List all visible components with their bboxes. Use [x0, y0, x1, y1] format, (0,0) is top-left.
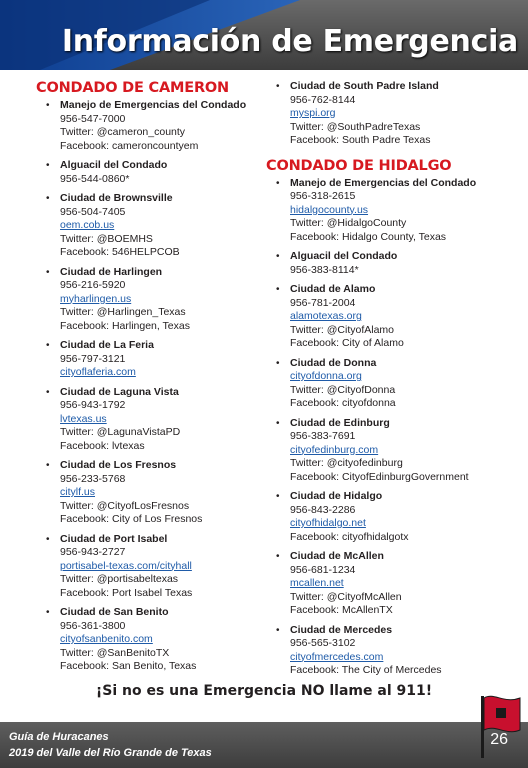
- website-link[interactable]: mcallen.net: [290, 577, 344, 589]
- contact-social: Twitter: @BOEMHS: [60, 232, 153, 245]
- contact-name: • Ciudad de Laguna Vista: [60, 385, 179, 398]
- website-link[interactable]: oem.cob.us: [60, 219, 115, 231]
- county-title-hidalgo: CONDADO DE HIDALGO: [266, 157, 452, 174]
- contact-detail: 956-504-7405: [60, 205, 126, 218]
- contact-name: • Ciudad de Hidalgo: [290, 490, 383, 502]
- contact-detail: Facebook: cameroncountyem: [60, 139, 199, 152]
- south-padre-contact: [266, 80, 524, 148]
- contact-detail: 956-361-3800: [60, 619, 126, 632]
- contact-social: Facebook: cityofhidalgotx: [290, 530, 409, 543]
- contact-social: Facebook: cityofdonna: [290, 397, 396, 409]
- contact-social: Twitter: @CityofMcAllen: [290, 590, 402, 603]
- contact-name: • Alguacil del Condado: [60, 159, 168, 171]
- contact-detail: 956-943-2727: [60, 546, 126, 558]
- contact-social: Twitter: @CityofLosFresnos: [60, 499, 190, 512]
- website-link[interactable]: myspi.org: [290, 107, 336, 119]
- cameron-contact-list: [36, 99, 268, 674]
- website-link[interactable]: cityofedinburg.com: [290, 443, 379, 456]
- contact-name: • Ciudad de McAllen: [290, 550, 384, 562]
- contact-name: • Ciudad de San Benito: [60, 606, 169, 618]
- contact-detail: 956-781-2004: [290, 296, 356, 309]
- contact-entry-ciudad-de-alamo: [266, 283, 524, 351]
- contact-name: • Ciudad de Donna: [290, 356, 377, 369]
- contact-entry-ciudad-de-donna: [266, 357, 524, 411]
- website-link[interactable]: myharlingen.us: [60, 292, 132, 305]
- contact-detail: 956-233-5768: [60, 472, 126, 485]
- contact-name: • Ciudad de Harlingen: [60, 265, 163, 278]
- contact-social: Twitter: @CityofDonna: [290, 383, 396, 396]
- guide-title-line2: 2019 del Valle del Río Grande de Texas: [9, 747, 212, 759]
- contact-social: Facebook: CityofEdinburgGovernment: [290, 470, 469, 483]
- contact-entry-alguacil-del-condado: [266, 250, 524, 277]
- contact-entry-ciudad-de-brownsville: [36, 192, 268, 260]
- contact-detail: 956-383-8114*: [290, 263, 359, 276]
- contact-detail: Twitter: @cameron_county: [60, 126, 186, 138]
- right-column: [266, 80, 524, 684]
- contact-social: Twitter: @SanBenitoTX: [60, 646, 170, 659]
- contact-detail: 956-544-0860*: [60, 172, 130, 185]
- contact-social: Facebook: Port Isabel Texas: [60, 586, 193, 599]
- contact-detail: 956-843-2286: [290, 503, 356, 516]
- contact-name: • Alguacil del Condado: [290, 250, 398, 262]
- contact-entry-ciudad-de-mercedes: [266, 624, 524, 678]
- website-link[interactable]: hidalgocounty.us: [290, 203, 369, 216]
- contact-name: • Ciudad de South Padre Island: [290, 80, 439, 92]
- contact-social: Facebook: lvtexas: [60, 439, 145, 452]
- contact-name: • Ciudad de Mercedes: [290, 623, 393, 636]
- contact-entry-manejo-de-emergencias-del-condado: [266, 177, 524, 245]
- contact-name: • Manejo de Emergencias del Condado: [290, 176, 477, 189]
- contact-social: Facebook: City of Los Fresnos: [60, 513, 203, 525]
- contact-detail: 956-383-7691: [290, 430, 356, 442]
- contact-social: Twitter: @LagunaVistaPD: [60, 426, 181, 438]
- contact-social: Twitter: @Harlingen_Texas: [60, 306, 186, 318]
- contact-entry-ciudad-de-edinburg: [266, 417, 524, 485]
- contact-entry-ciudad-de-harlingen: [36, 266, 268, 334]
- contact-detail: 956-216-5920: [60, 279, 126, 291]
- contact-detail: 956-547-7000: [60, 112, 126, 125]
- contact-entry-ciudad-de-south-padre-island: [266, 80, 524, 148]
- left-column: [36, 80, 268, 680]
- website-link[interactable]: cityofsanbenito.com: [60, 633, 153, 645]
- website-link[interactable]: cityofhidalgo.net: [290, 517, 366, 529]
- contact-social: Facebook: Harlingen, Texas: [60, 319, 190, 332]
- website-link[interactable]: portisabel-texas.com/cityhall: [60, 559, 192, 572]
- website-link[interactable]: citylf.us: [60, 486, 96, 498]
- contact-social: Twitter: @HidalgoCounty: [290, 217, 407, 229]
- contact-detail: 956-797-3121: [60, 352, 126, 365]
- page-header: [0, 0, 528, 70]
- contact-detail: 956-318-2615: [290, 190, 356, 202]
- county-title-cameron: CONDADO DE CAMERON: [36, 80, 229, 96]
- contact-detail: 956-943-1792: [60, 399, 126, 411]
- contact-social: Facebook: Hidalgo County, Texas: [290, 230, 447, 243]
- contact-social: Facebook: 546HELPCOB: [60, 246, 180, 258]
- guide-title-line1: Guía de Huracanes: [9, 731, 109, 743]
- website-link[interactable]: cityofdonna.org: [290, 370, 362, 382]
- contact-entry-ciudad-de-hidalgo: [266, 490, 524, 544]
- contact-detail: 956-565-3102: [290, 637, 356, 649]
- contact-entry-alguacil-del-condado: [36, 159, 268, 186]
- guide-title: [9, 729, 212, 761]
- contact-social: Facebook: McAllenTX: [290, 604, 393, 616]
- hurricane-flag-icon: [476, 690, 524, 762]
- contact-social: Twitter: @SouthPadreTexas: [290, 120, 421, 133]
- contact-name: • Ciudad de Edinburg: [290, 416, 390, 429]
- contact-social: Twitter: @portisabeltexas: [60, 573, 179, 585]
- contact-name: • Ciudad de Port Isabel: [60, 532, 168, 545]
- contact-entry-ciudad-de-los-fresnos: [36, 459, 268, 527]
- contact-name: • Ciudad de Los Fresnos: [60, 459, 177, 471]
- contact-entry-manejo-de-emergencias-del-condado: [36, 99, 268, 153]
- website-link[interactable]: alamotexas.org: [290, 310, 362, 322]
- contact-social: Facebook: The City of Mercedes: [290, 664, 442, 676]
- hidalgo-contact-list: [266, 177, 524, 678]
- contact-name: • Ciudad de Brownsville: [60, 192, 173, 204]
- contact-social: Twitter: @cityofedinburg: [290, 457, 403, 469]
- contact-entry-ciudad-de-san-benito: [36, 606, 268, 674]
- website-link[interactable]: lvtexas.us: [60, 412, 107, 425]
- contact-name: • Ciudad de La Feria: [60, 339, 154, 351]
- website-link[interactable]: cityofmercedes.com: [290, 650, 384, 663]
- contact-entry-ciudad-de-port-isabel: [36, 533, 268, 601]
- contact-social: Facebook: San Benito, Texas: [60, 660, 197, 672]
- contact-social: Twitter: @CityofAlamo: [290, 323, 395, 336]
- contact-detail: 956-762-8144: [290, 93, 356, 106]
- contact-name: • Manejo de Emergencias del Condado: [60, 99, 247, 111]
- contact-social: Facebook: City of Alamo: [290, 337, 404, 349]
- page-title: Información de Emergencia: [61, 24, 518, 59]
- contact-social: Facebook: South Padre Texas: [290, 134, 431, 146]
- contact-entry-ciudad-de-mcallen: [266, 550, 524, 618]
- contact-name: • Ciudad de Alamo: [290, 283, 376, 295]
- page-footer: [0, 722, 528, 768]
- contact-detail: 956-681-1234: [290, 563, 356, 576]
- page-number: 26: [490, 731, 508, 748]
- contact-entry-ciudad-de-la-feria: [36, 339, 268, 380]
- contact-entry-ciudad-de-laguna-vista: [36, 386, 268, 454]
- non-emergency-note: ¡Si no es una Emergencia NO llame al 911!: [95, 683, 433, 699]
- website-link[interactable]: cityoflaferia.com: [60, 366, 136, 378]
